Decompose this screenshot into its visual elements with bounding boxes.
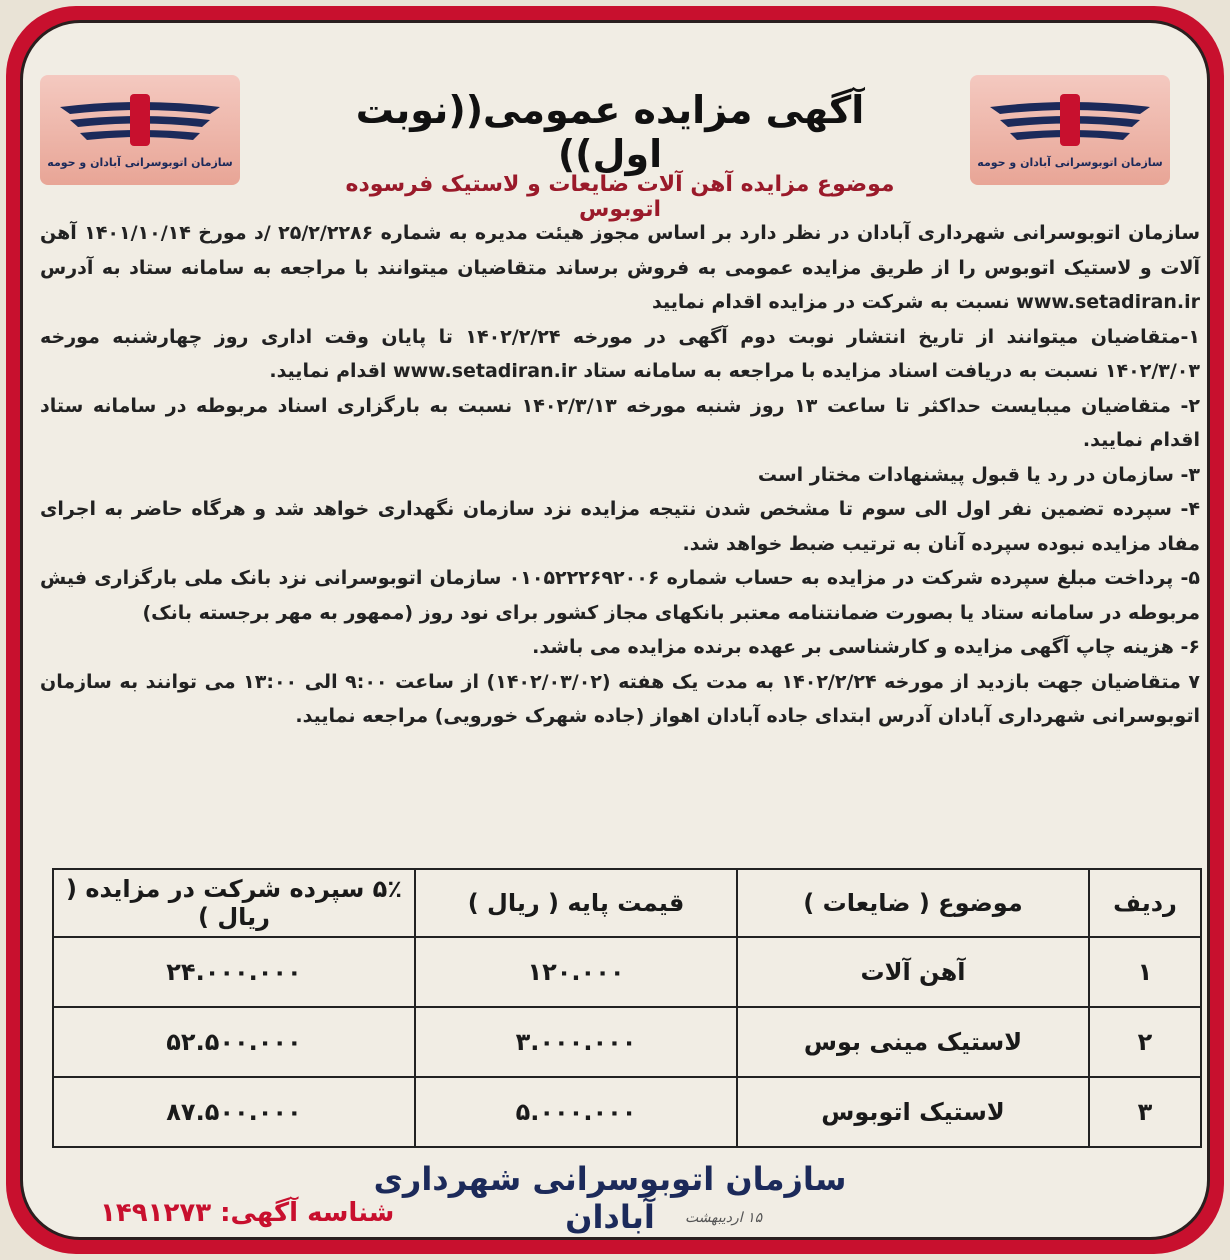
cell-base-price: ۱۲۰.۰۰۰ — [415, 937, 737, 1007]
table-row — [53, 937, 1201, 1007]
footer-organization: سازمان اتوبوسرانی شهرداری آبادان — [373, 1160, 847, 1236]
cell-row-number: ۳ — [1089, 1077, 1201, 1147]
logo-caption: سازمان اتوبوسرانی آبادان و حومه — [977, 155, 1163, 169]
cell-base-price: ۵.۰۰۰.۰۰۰ — [415, 1077, 737, 1147]
table-row — [53, 1007, 1201, 1077]
logo-caption: سازمان اتوبوسرانی آبادان و حومه — [47, 155, 233, 169]
condition-item-1: ۱-متقاضیان میتوانند از تاریخ انتشار نوبت دوم آگهی در مورخه ۱۴۰۲/۲/۲۴ تا پایان وقت اداری روز چهارشنبه مورخه ۱۴۰۲/۳/۰۳ نسبت به دریافت اسناد مزایده با مراجعه به سامانه ستاد www.setadiran.ir اقدام نمایید. — [40, 325, 1200, 382]
cell-subject: لاستیک مینی بوس — [737, 1007, 1089, 1077]
cell-subject: لاستیک اتوبوس — [737, 1077, 1089, 1147]
cell-deposit: ۲۴.۰۰۰.۰۰۰ — [53, 937, 415, 1007]
condition-item-4: ۴- سپرده تضمین نفر اول الی سوم تا مشخص شدن نتیجه مزایده نزد سازمان نگهداری خواهد شد و هرگاه حاضر به اجرای مفاد مزایده نبوده سپرده آنان به ترتیب ضبط خواهد شد. — [40, 498, 1200, 555]
bus-logo-icon — [50, 92, 230, 152]
cell-deposit: ۸۷.۵۰۰.۰۰۰ — [53, 1077, 415, 1147]
cell-base-price: ۳.۰۰۰.۰۰۰ — [415, 1007, 737, 1077]
condition-item-2: ۲- متقاضیان میبایست حداکثر تا ساعت ۱۳ روز شنبه مورخه ۱۴۰۲/۳/۱۳ نسبت به بارگزاری اسناد مربوطه در سامانه ستاد اقدام نمایید. — [40, 394, 1200, 451]
ad-subtitle: موضوع مزایده آهن آلات ضایعات و لاستیک فرسوده اتوبوس — [345, 172, 895, 222]
cell-subject: آهن آلات — [737, 937, 1089, 1007]
header-deposit: ۵٪ سپرده شرکت در مزایده ( ریال ) — [53, 869, 415, 937]
condition-item-7: ۷ متقاضیان جهت بازدید از مورخه ۱۴۰۲/۲/۲۴ به مدت یک هفته (۱۴۰۲/۰۳/۰۲) از ساعت ۹:۰۰ الی ۱۳:۰۰ می توانند به سازمان اتوبوسرانی شهرداری آبادان آدرس ابتدای جاده آبادان اهواز (جاده شهرک خورویی) مراجعه نمایید. — [40, 670, 1201, 727]
bus-company-logo-left — [40, 75, 240, 185]
header-subject: موضوع ( ضایعات ) — [737, 869, 1089, 937]
condition-item-6: ۶- هزینه چاپ آگهی مزایده و کارشناسی بر عهده برنده مزایده می باشد. — [532, 636, 1200, 658]
ad-page — [30, 30, 1201, 1236]
table-header-row — [53, 869, 1201, 937]
cell-row-number: ۲ — [1089, 1007, 1201, 1077]
header-base-price: قیمت پایه ( ریال ) — [415, 869, 737, 937]
auction-items-table — [52, 868, 1202, 1148]
handwritten-note: ۱۵ اردیبهشت — [685, 1210, 763, 1226]
bus-logo-icon — [980, 92, 1160, 152]
cell-deposit: ۵۲.۵۰۰.۰۰۰ — [53, 1007, 415, 1077]
intro-paragraph: سازمان اتوبوسرانی شهرداری آبادان در نظر دارد بر اساس مجوز هیئت مدیره به شماره ۲۵/۲/۲۲۸۶ /د مورخ ۱۴۰۱/۱۰/۱۴ آهن آلات و لاستیک اتوبوس را از طریق مزایده عمومی به فروش برساند متقاضیان میتوانند با مراجعه به سامانه ستاد به آدرس www.setadiran.ir نسبت به شرکت در مزایده اقدام نمایید — [40, 222, 1201, 313]
header-row-number: ردیف — [1089, 869, 1201, 937]
condition-item-3: ۳- سازمان در رد یا قبول پیشنهادات مختار است — [757, 463, 1200, 486]
bus-company-logo-right — [970, 75, 1170, 185]
condition-item-5: ۵- پرداخت مبلغ سپرده شرکت در مزایده به حساب شماره ۰۱۰۵۲۲۲۶۹۲۰۰۶ سازمان اتوبوسرانی نزد بانک ملی بارگزاری فیش مربوطه در سامانه ستاد یا بصورت ضمانتنامه معتبر بانکهای مجاز کشور برای نود روز (ممهور به مهر برجسته بانک) — [40, 567, 1201, 624]
ad-identifier: شناسه آگهی: ۱۴۹۱۲۷۳ — [100, 1198, 395, 1228]
ad-body — [40, 216, 1200, 734]
cell-row-number: ۱ — [1089, 937, 1201, 1007]
table-row — [53, 1077, 1201, 1147]
ad-title: آگهی مزایده عمومی((نوبت اول)) — [355, 88, 865, 176]
